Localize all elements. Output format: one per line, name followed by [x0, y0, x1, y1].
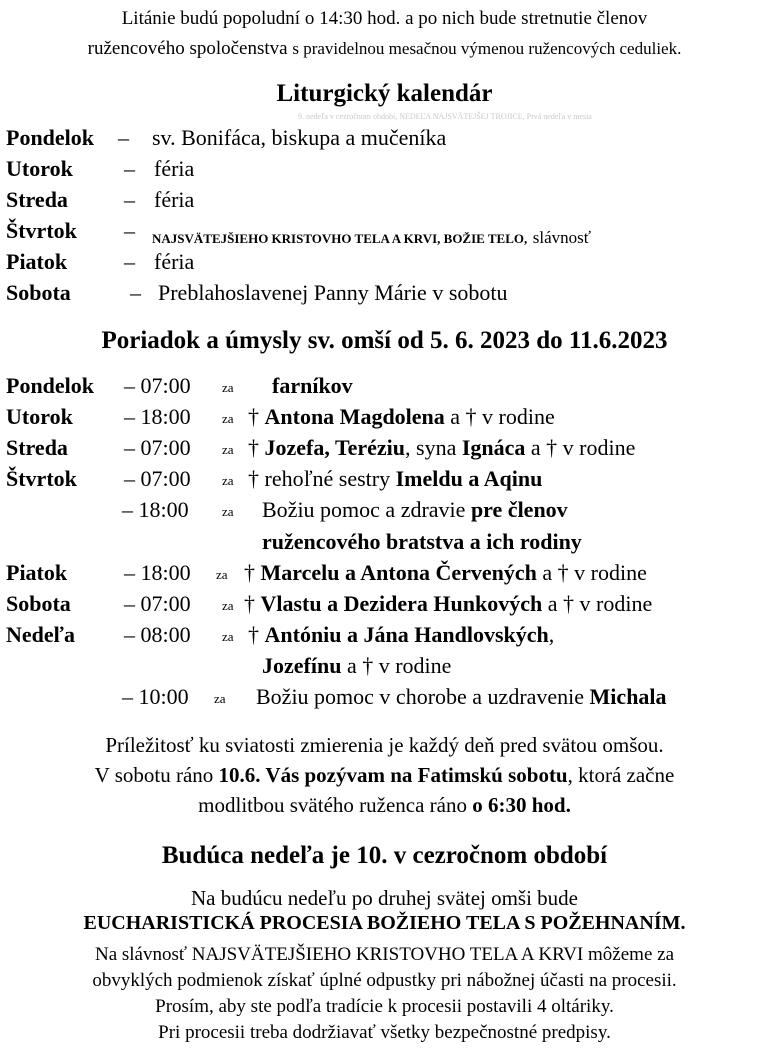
mass-day: Streda [6, 435, 68, 460]
calendar-ghost-text: 9. nedeľa v cezročnom období, NEDEĽA NAJSVÄTEJŠEJ TROJICE, Prvá nedeľa v mesia [298, 112, 592, 121]
masses-title: Poriadok a úmysly sv. omší od 5. 6. 2023 do 11.6.2023 [101, 327, 668, 354]
mass-time: – 07:00 [124, 373, 191, 398]
mass-row [6, 684, 766, 715]
mass-time: – 07:00 [124, 591, 191, 616]
calendar-dash: – [124, 218, 135, 243]
calendar-text: Preblahoslavenej Panny Márie v sobotu [158, 280, 508, 305]
mass-time: – 07:00 [124, 435, 191, 460]
calendar-text: slávnosť [532, 228, 591, 247]
mass-za: za [216, 567, 228, 582]
procession-line-2: EUCHARISTICKÁ PROCESIA BOŽIEHO TELA S POŽEHNANÍM. [83, 912, 686, 934]
calendar-row [6, 156, 766, 187]
mass-intention: † Vlastu a Dezidera Hunkových a † v rodine [244, 591, 653, 616]
mass-intention-continued: Jozefínu a † v rodine [262, 653, 452, 678]
mass-za: za [222, 442, 234, 457]
mass-za: za [222, 380, 234, 395]
mass-day: Piatok [6, 560, 68, 585]
calendar-text: sv. Bonifáca, biskupa a mučeníka [152, 125, 447, 150]
calendar-text: féria [154, 249, 195, 274]
mass-za: za [222, 504, 234, 519]
mass-intention: † Antona Magdolena a † v rodine [248, 404, 555, 429]
mass-za: za [222, 629, 234, 644]
mass-day: Utorok [6, 404, 73, 429]
mass-day: Nedeľa [6, 622, 75, 647]
procession-line-5: Prosím, aby ste podľa tradície k procesii postavili 4 oltáriky. [155, 996, 614, 1017]
mass-day: Štvrtok [6, 466, 77, 491]
mass-time: – 10:00 [122, 684, 189, 709]
mass-time: – 18:00 [124, 404, 191, 429]
mass-intention: † rehoľné sestry Imeldu a Aqinu [248, 466, 543, 491]
mass-za: za [214, 691, 226, 706]
mass-za: za [222, 411, 234, 426]
intro-line-2a: ružencového spoločenstva [87, 38, 288, 59]
mass-intention: † Jozefa, Teréziu, syna Ignáca a † v rodine [248, 435, 636, 460]
mass-za: za [222, 598, 234, 613]
mass-time: – 07:00 [124, 466, 191, 491]
intro-line-2 [0, 38, 769, 60]
calendar-dash: – [124, 249, 135, 274]
calendar-caps [152, 223, 591, 249]
mass-row [6, 435, 766, 466]
mass-time: – 08:00 [124, 622, 191, 647]
confession-line-2: V sobotu ráno 10.6. Vás pozývam na Fatimskú sobotu, ktorá začne [94, 763, 675, 787]
calendar-day: Sobota [6, 280, 71, 305]
mass-time: – 18:00 [122, 497, 189, 522]
next-sunday-title: Budúca nedeľa je 10. v cezročnom období [161, 842, 608, 869]
procession-line-3: Na slávnosť NAJSVÄTEJŠIEHO KRISTOVHO TELA A KRVI môžeme za [94, 944, 675, 965]
intro-line-2b: s pravidelnou mesačnou výmenou ružencových ceduliek. [292, 39, 682, 58]
mass-intention: † Marcelu a Antona Červených a † v rodine [244, 560, 647, 585]
calendar-day: Piatok [6, 249, 68, 274]
mass-row [6, 497, 766, 528]
mass-row [6, 373, 766, 404]
mass-intention-continued: ružencového bratstva a ich rodiny [262, 529, 582, 554]
calendar-title: Liturgický kalendár [276, 80, 493, 107]
calendar-day: Utorok [6, 156, 73, 181]
procession-line-1: Na budúcu nedeľu po druhej svätej omši bude [190, 886, 579, 910]
calendar-text: féria [154, 156, 195, 181]
calendar-row [6, 249, 766, 280]
calendar-dash: – [124, 156, 135, 181]
intro-line-1: Litánie budú popoludní o 14:30 hod. a po nich bude stretnutie členov [121, 8, 648, 29]
calendar-row [6, 218, 766, 249]
calendar-row [6, 187, 766, 218]
calendar-text: féria [154, 187, 195, 212]
confession-line-3: modlitbou svätého ruženca ráno o 6:30 hod. [198, 793, 571, 817]
mass-day: Pondelok [6, 373, 95, 398]
calendar-day: Streda [6, 187, 68, 212]
calendar-dash: – [130, 280, 141, 305]
mass-za: za [222, 473, 234, 488]
mass-intention: farníkov [272, 373, 353, 398]
mass-row [6, 560, 766, 591]
calendar-row [6, 125, 766, 156]
mass-time: – 18:00 [124, 560, 191, 585]
mass-row [6, 591, 766, 622]
calendar-caps-text: NAJSVÄTEJŠIEHO KRISTOVHO TELA A KRVI, BOŽIE TELO, [152, 231, 528, 246]
mass-intention: † Antóniu a Jána Handlovských, [248, 622, 555, 647]
calendar-row [6, 280, 766, 311]
calendar-dash: – [124, 187, 135, 212]
procession-line-6: Pri procesii treba dodržiavať všetky bezpečnostné predpisy. [158, 1022, 611, 1043]
mass-row [6, 404, 766, 435]
mass-intention: Božiu pomoc a zdravie pre členov [262, 497, 568, 522]
calendar-day: Pondelok [6, 125, 95, 150]
mass-row [6, 622, 766, 653]
mass-row [6, 466, 766, 497]
calendar-day: Štvrtok [6, 218, 77, 243]
calendar-dash: – [118, 125, 129, 150]
mass-day: Sobota [6, 591, 71, 616]
mass-intention: Božiu pomoc v chorobe a uzdravenie Michala [256, 684, 667, 709]
confession-line-1: Príležitosť ku sviatosti zmierenia je každý deň pred svätou omšou. [105, 733, 664, 757]
procession-line-4: obvyklých podmienok získať úplné odpustky pri nábožnej účasti na procesii. [92, 970, 677, 991]
